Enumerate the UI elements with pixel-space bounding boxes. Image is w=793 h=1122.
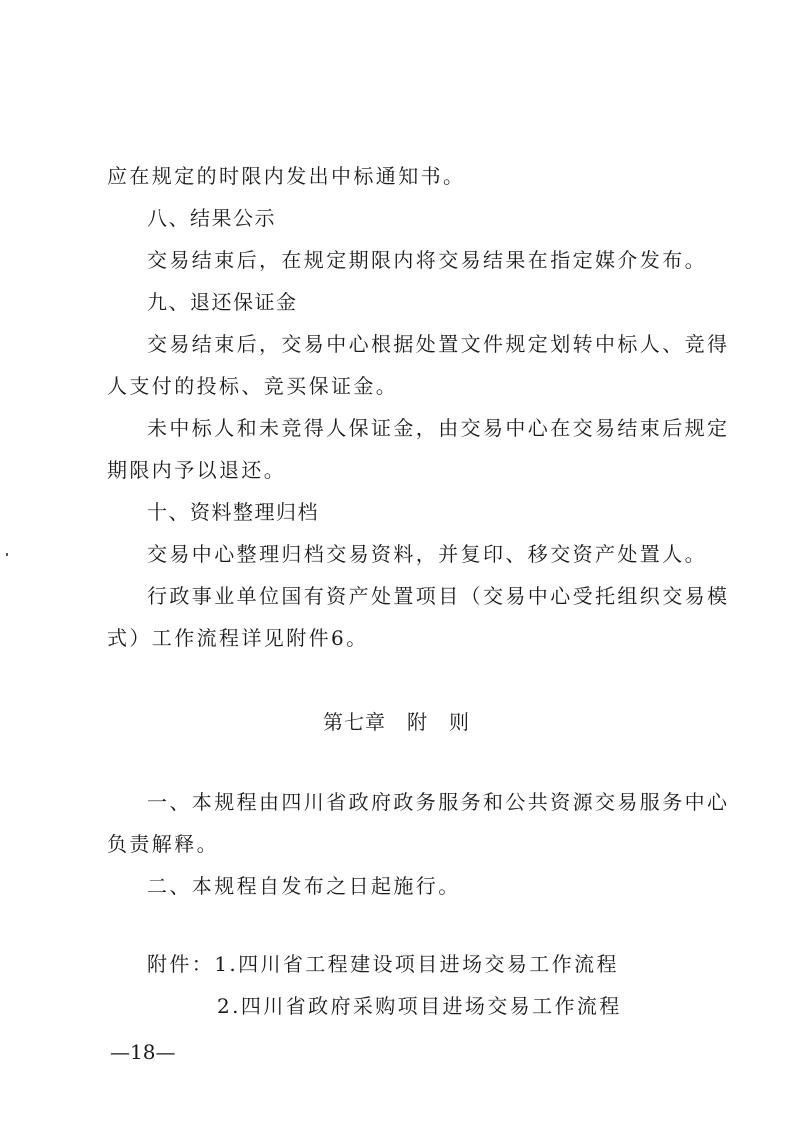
paragraph-deposit-line1: 交易结束后，交易中心根据处置文件规定划转中标人、竞得 bbox=[147, 332, 730, 356]
margin-mark bbox=[6, 553, 8, 556]
paragraph-refund-line2: 期限内予以退还。 bbox=[107, 458, 287, 482]
paragraph-continuation: 应在规定的时限内发出中标通知书。 bbox=[107, 164, 466, 188]
article-interpretation-line1: 一、本规程由四川省政府政务服务和公共资源交易服务中心 bbox=[147, 790, 730, 814]
attachment-item-1: 附件：1.四川省工程建设项目进场交易工作流程 bbox=[147, 952, 619, 976]
paragraph-results: 交易结束后，在规定期限内将交易结果在指定媒介发布。 bbox=[147, 248, 707, 272]
paragraph-workflow-line1: 行政事业单位国有资产处置项目（交易中心受托组织交易模 bbox=[147, 584, 730, 608]
paragraph-workflow-line2: 式）工作流程详见附件6。 bbox=[107, 626, 369, 650]
paragraph-deposit-line2: 人支付的投标、竞买保证金。 bbox=[107, 374, 399, 398]
attachment-item-2: 2.四川省政府采购项目进场交易工作流程 bbox=[217, 994, 622, 1018]
article-interpretation-line2: 负责解释。 bbox=[107, 832, 219, 856]
page-number: —18— bbox=[110, 1040, 176, 1064]
chapter-title: 第七章 附 则 bbox=[323, 710, 470, 734]
section-heading-archive: 十、资料整理归档 bbox=[147, 500, 319, 524]
article-effective-date: 二、本规程自发布之日起施行。 bbox=[147, 874, 461, 898]
paragraph-archive: 交易中心整理归档交易资料，并复印、移交资产处置人。 bbox=[147, 542, 707, 566]
section-heading-deposit: 九、退还保证金 bbox=[147, 290, 298, 314]
section-heading-results: 八、结果公示 bbox=[147, 206, 276, 230]
paragraph-refund-line1: 未中标人和未竞得人保证金，由交易中心在交易结束后规定 bbox=[147, 416, 730, 440]
